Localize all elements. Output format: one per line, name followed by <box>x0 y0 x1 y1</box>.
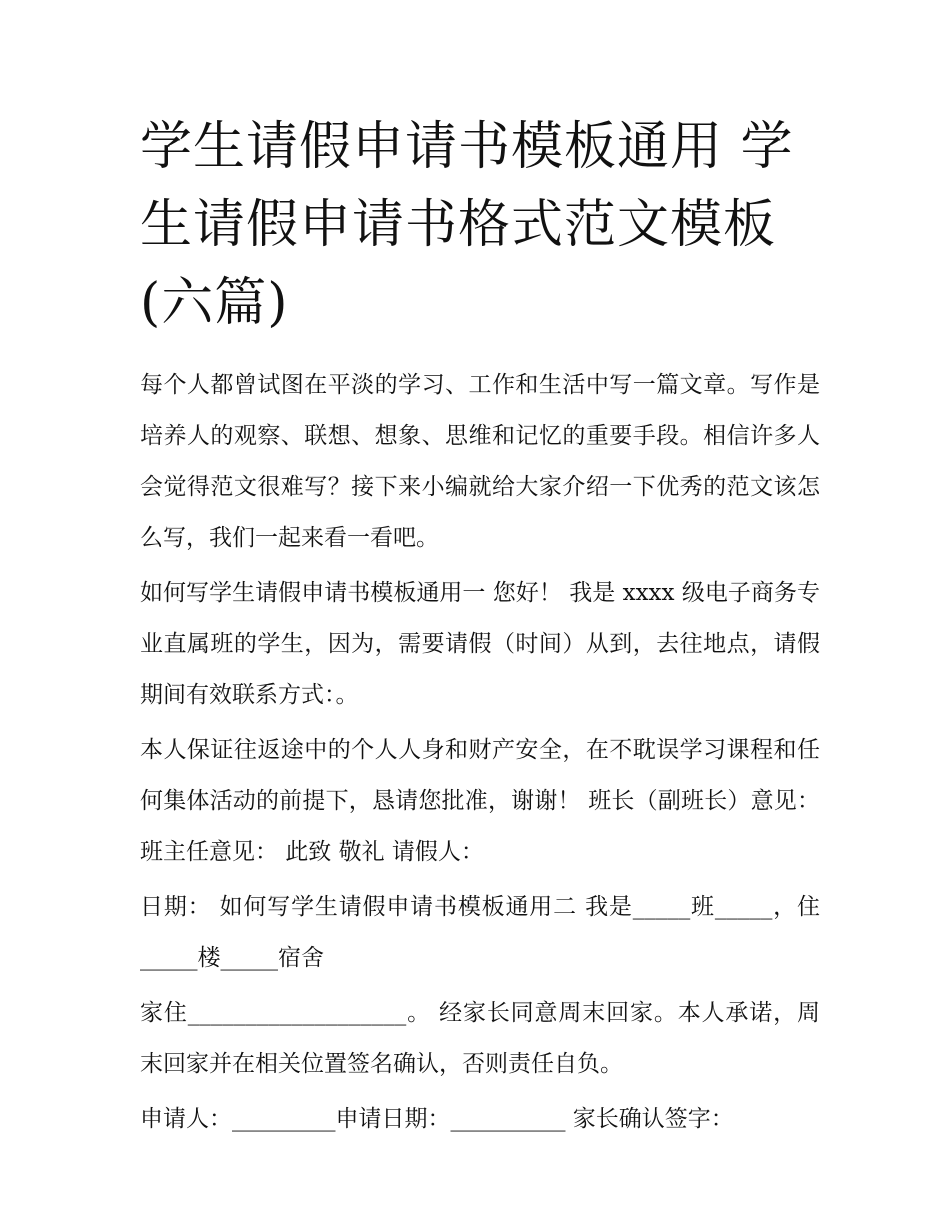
document-body <box>140 360 820 1145</box>
home-address-paragraph: 家住___________________。 经家长同意周末回家。本人承诺，周末回家并在相关位置签名确认，否则责任自负。 <box>140 1000 820 1077</box>
template-two-paragraph: 日期： 如何写学生请假申请书模板通用二 我是_____班_____，住_____楼_____宿舍 <box>140 894 820 971</box>
template-one-paragraph: 如何写学生请假申请书模板通用一 您好！ 我是 xxxx 级电子商务专业直属班的学生，因为，需要请假（时间）从到，去往地点，请假期间有效联系方式：。 <box>140 580 820 708</box>
document-title: 学生请假申请书模板通用 学生请假申请书格式范文模板(六篇) <box>140 117 794 333</box>
intro-paragraph: 每个人都曾试图在平淡的学习、工作和生活中写一篇文章。写作是培养人的观察、联想、想象、思维和记忆的重要手段。相信许多人会觉得范文很难写？接下来小编就给大家介绍一下优秀的范文该怎么写，我们一起来看一看吧。 <box>140 372 820 551</box>
guarantee-paragraph: 本人保证往返途中的个人人身和财产安全，在不耽误学习课程和任何集体活动的前提下，恳请您批准，谢谢！ 班长（副班长）意见： 班主任意见： 此致 敬礼 请假人： <box>140 737 820 865</box>
document-page <box>140 108 820 1145</box>
signature-line: 申请人：_________申请日期：__________ 家长确认签字： <box>140 1106 734 1132</box>
